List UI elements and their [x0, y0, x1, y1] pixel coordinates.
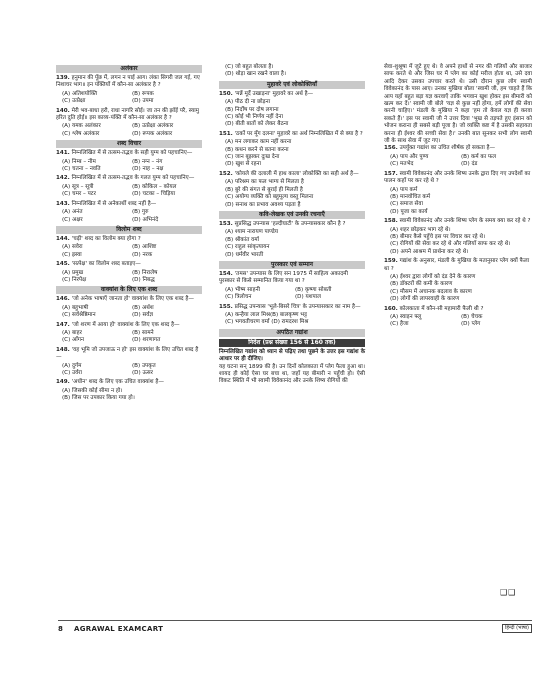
- options: [56, 184, 202, 199]
- option-b[interactable]: (B) गुरु: [132, 209, 149, 216]
- option-a[interactable]: (A) मन लगाकर काम नहीं करना: [225, 139, 292, 146]
- option-d[interactable]: (D) दंड: [461, 161, 478, 168]
- option-b[interactable]: (B) चेचक: [461, 314, 483, 320]
- question-text: उपर्युक्त गद्यांश का उचित शीर्षक हो सकता है—: [399, 145, 496, 152]
- question-number: 142.: [56, 175, 70, 182]
- end-mark-icon: ❑❑: [500, 588, 517, 597]
- option-a[interactable]: (A) अनंत: [62, 209, 83, 216]
- option-c[interactable]: (C) समाज सेवा: [390, 201, 423, 208]
- question-number: 149.: [56, 379, 70, 386]
- question-number: 150.: [219, 90, 233, 97]
- option-c[interactable]: (C) अक्षर: [62, 216, 83, 223]
- question-text: गद्यांश के अनुसार, मंडली के मुखिया के मतानुसार प्लेग क्यों फैला था ?: [384, 258, 530, 272]
- option-c[interactable]: (C) मौसम में अचानक बदलाव के कारण: [390, 288, 472, 295]
- page-footer: [58, 624, 532, 634]
- option-a[interactable]: (A) पाप कर्म: [390, 186, 418, 193]
- question-140: [56, 108, 202, 123]
- option-c[interactable]: (C) ह्रस्वा: [62, 251, 82, 258]
- section-heading: वाक्यांश के लिए एक शब्द: [56, 286, 202, 294]
- instruction-banner: निर्देश (प्रश्न संख्या 156 से 160 तक): [219, 339, 365, 347]
- question-153: [219, 221, 365, 228]
- option-d[interactable]: (D) सर्वज्ञ: [132, 312, 153, 319]
- option-cd[interactable]: (C) भगवतीचरण वर्मा (D) रामदरश मिश्र: [225, 319, 309, 326]
- question-number: 139.: [56, 75, 70, 81]
- options: [56, 388, 202, 403]
- question-text: 'ठकों पर मूँग दलना' मुहावरे का अर्थ निम्नलिखित में से क्या है ?: [234, 130, 363, 137]
- question-number: 160.: [384, 305, 398, 312]
- question-155: [219, 304, 365, 311]
- exam-page: [56, 64, 532, 612]
- options: [219, 312, 365, 327]
- option-c[interactable]: (C) चतना – नवति: [62, 166, 101, 173]
- option-c[interactable]: (C) रोगियों की सेवा कर रहे थे और गलियाँ साफ कर रहे थे।: [390, 241, 511, 248]
- question-text: 'चढ़ी' शब्द का विलोम क्या होगा ?: [71, 235, 141, 242]
- options: [56, 123, 202, 138]
- question-text: 'जो शरण में आया हो' वाक्यांश के लिए एक शब्द है—: [71, 321, 180, 328]
- option-a[interactable]: (A) ईश्वर द्वारा लोगों को दंड देने के कारण: [390, 273, 476, 280]
- option-b[interactable]: (B) अर्थश: [132, 304, 154, 311]
- question-text: सुप्रसिद्ध उपन्यास 'हल्दीघाटी' के उपन्यासकार कौन है ?: [234, 220, 346, 227]
- option-a[interactable]: (A) पीठ दी ना छोड़ना: [225, 99, 271, 106]
- option-c[interactable]: (C) चमर – पटर: [62, 191, 96, 198]
- options: [56, 330, 202, 345]
- option-d[interactable]: (D) पूजा का कार्य: [390, 208, 428, 215]
- option-d[interactable]: (D) नाह – नक्ष: [132, 166, 164, 173]
- question-number: 154.: [219, 270, 233, 277]
- brand-logo: AGRAWAL EXAMCART: [74, 625, 164, 633]
- question-142: [56, 175, 202, 182]
- options: [56, 305, 202, 320]
- column-2: [219, 64, 365, 386]
- option-b[interactable]: (B) जिस पर उपकार किया गया हो।: [62, 395, 135, 402]
- options: [219, 139, 365, 169]
- question-156: [384, 145, 532, 152]
- question-number: 157.: [384, 170, 398, 177]
- option-d[interactable]: (D) अपने आश्रम में प्रार्थना कर रहे थे।: [390, 248, 469, 255]
- column-1: [56, 64, 202, 405]
- options: [384, 227, 532, 257]
- option-a[interactable]: (A) अतिशयोक्ति: [62, 90, 98, 97]
- options: [56, 159, 202, 174]
- option-a[interactable]: (A) निम्ब – नीम: [62, 158, 96, 165]
- question-150: [219, 91, 365, 98]
- options: [56, 270, 202, 285]
- options: [56, 244, 202, 259]
- option-d[interactable]: (D) रूपक अलंकार: [132, 130, 173, 137]
- question-number: 148.: [56, 346, 70, 353]
- option-c[interactable]: (C) उर्वरा: [62, 370, 82, 376]
- option-d[interactable]: (D) नरक: [132, 251, 153, 258]
- option-c[interactable]: (C) जान बूझकर दुःख देना: [225, 154, 280, 161]
- options: [219, 287, 365, 302]
- section-heading: पुरस्कार एवं सम्मान: [219, 261, 365, 269]
- options: [384, 187, 532, 217]
- question-159: [384, 258, 532, 273]
- question-145: [56, 261, 202, 268]
- footer-divider: [58, 620, 532, 621]
- question-text: 'वह भूमि जो उपजाऊ न हो' इस वाक्यांश के लिए उचित शब्द है—: [56, 346, 199, 361]
- option-d[interactable]: (D) यशपाल: [295, 294, 321, 301]
- option-d[interactable]: (D) ऊसर: [132, 370, 153, 376]
- section-heading: अपठित गद्यांश: [219, 329, 365, 337]
- question-number: 159.: [384, 258, 398, 265]
- option-d[interactable]: (D) धर्मवीर भारती: [225, 251, 264, 258]
- option-b[interactable]: (B) निर्दोष पर दोष लगाना: [225, 106, 279, 113]
- option-c[interactable]: (C) जो बहुत बोलता है।: [225, 64, 274, 70]
- option-c[interactable]: (C) हैजा: [390, 321, 409, 328]
- question-147: [56, 322, 202, 329]
- options: [384, 154, 532, 169]
- option-d[interactable]: (D) निबद्ध: [132, 276, 155, 283]
- option-b[interactable]: (B) आशिष्ट: [132, 244, 157, 251]
- option-a[interactable]: (A) जिसकी कोई सीमा न हो।: [62, 387, 123, 394]
- options: [56, 209, 202, 224]
- option-b[interactable]: (B) कर्म का फल: [461, 153, 497, 160]
- question-number: 152.: [219, 170, 233, 177]
- option-b[interactable]: (B) कृष्णा सोबती: [295, 286, 332, 293]
- options: [219, 99, 365, 129]
- question-number: 158.: [384, 218, 398, 225]
- question-151: [219, 131, 365, 138]
- question-number: 141.: [56, 150, 70, 157]
- option-a[interactable]: (A) सूत्र – सूत्री: [62, 183, 94, 190]
- option-c[interactable]: (C) श्लेष अलंकार: [62, 130, 100, 137]
- passage-text: सेवा-शुश्रूषा में जुटे हुए थे। वे अपने हाथों से नगर की गलियों और बाजार साफ करते थे और जिस घर में प्लेग का कोई मरीज होता था, उसे दवा आदि देकर उसका उपचार करते थे। उसी दौरान कुछ लोग स्वामी विवेकानंद के पास आए। उनका मुखिया बोला 'स्वामी जी, हम चाहते हैं कि आप यहाँ बहुत बड़ा यज्ञ करवाएँ ताकि भगवान खुश होकर इस बीमारी को खत्म कर दें।' स्वामी जी बोले 'यज्ञ से कुछ नहीं होगा, हमें लोगों की सेवा करनी चाहिए।' मंडली के मुखिया ने कहा 'हम तो केवल यज्ञ ही करवा सकते हैं।' इस पर स्वामी जी ने उत्तर दिया 'भूख से तड़पते हुए इंसान को भोजन कराना ही सबसे बड़ी पूजा है। जो व्यक्ति कष्ट में है उसकी सहायता करना ही ईश्वर की सच्ची सेवा है।' उनकी बात सुनकर सभी लोग स्वामी जी के साथ सेवा में जुट गए।: [384, 64, 532, 145]
- option-b[interactable]: (B) कोकिल – कोयल: [132, 183, 177, 190]
- option-c[interactable]: (C) कोई भी निर्णय नहीं देना: [225, 114, 283, 121]
- option-c[interactable]: (C) निरपेक्ष: [62, 276, 87, 283]
- option-a[interactable]: (A) पाप और पुण्य: [390, 153, 429, 160]
- option-d[interactable]: (D) चटका – चिड़िया: [132, 191, 176, 198]
- option-a[interactable]: (A) स्वाइन फ्लू: [390, 314, 422, 320]
- option-a[interactable]: (A) परिश्रम का फल भाग्य से मिलता है: [225, 179, 304, 186]
- column-3: [384, 64, 532, 331]
- section-heading: शब्द विचार: [56, 140, 202, 148]
- option-b[interactable]: (B) मानवोचित कर्म: [390, 193, 431, 200]
- question-text: प्रसिद्ध उपन्यास 'भूले-बिसरे चित्र' के उपन्यासकार का नाम है—: [234, 303, 361, 310]
- passage-text: यह घटना सन् 1899 की है। उन दिनों कोलकाता में प्लेग फैला हुआ था। शायद ही कोई ऐसा घर बचा था, जहाँ यह बीमारी न पहुँची हो। ऐसी विकट स्थिति में भी स्वामी विवेकानंद और उनके शिष्य रोगियों की: [219, 363, 365, 385]
- question-number: 155.: [219, 303, 233, 310]
- question-157: [384, 171, 532, 186]
- option-d[interactable]: (D) लोगों की लापरवाही के कारण: [390, 296, 460, 303]
- question-143: [56, 201, 202, 208]
- option-b[interactable]: (B) रूपक: [132, 90, 154, 97]
- option-b[interactable]: (B) बुरे की संगत से बुराई ही मिलती है: [225, 186, 303, 193]
- question-text: निम्नलिखित में से तत्सम-तद्भव के गलत युग्म को पहचानिए—: [71, 175, 195, 182]
- question-146: [56, 296, 202, 303]
- option-b[interactable]: (B) उत्प्रेक्षा अलंकार: [132, 123, 174, 130]
- option-d[interactable]: (D) शरणागत: [132, 337, 161, 344]
- option-d[interactable]: (D) खुश से रहना: [225, 161, 261, 168]
- option-d[interactable]: (D) उपमा: [132, 98, 154, 105]
- options: [56, 91, 202, 106]
- options: [384, 314, 532, 329]
- option-b[interactable]: (B) कथन करने से बतना करना: [225, 146, 289, 153]
- question-number: 146.: [56, 296, 70, 303]
- options: [219, 229, 365, 259]
- option-a[interactable]: (A) प्रमुख: [62, 269, 84, 276]
- option-d[interactable]: (D) प्लेग: [461, 321, 481, 328]
- section-heading: मुहावरे एवं लोकोक्तियाँ: [219, 81, 365, 89]
- question-149: [56, 379, 202, 386]
- question-number: 153.: [219, 220, 233, 227]
- question-number: 147.: [56, 321, 70, 328]
- option-c[interactable]: (C) अयोग्य व्यक्ति को बहुमूल्य वस्तु मिलना: [225, 194, 314, 201]
- options: [219, 64, 365, 79]
- option-c[interactable]: (C) मतभेद: [390, 161, 414, 168]
- option-ab[interactable]: (A) कन्हैया लाल मिश्र(B) बालकृष्ण भट्ट: [225, 311, 307, 318]
- question-154: [219, 271, 365, 286]
- option-b[interactable]: (B) निरालेष: [132, 269, 158, 276]
- option-b[interactable]: (B) डॉक्टरों की कमी के कारण: [390, 281, 453, 288]
- option-a[interactable]: (A) शहर छोड़कर भाग रहे थे।: [390, 226, 451, 233]
- question-139: [56, 75, 202, 90]
- option-d[interactable]: (D) अभिनंदे: [132, 216, 159, 223]
- question-text: कोलकाता में कौन-सी महामारी फैली थी ?: [399, 305, 484, 312]
- question-text: 'जो अनेक भाषाएँ जानता हो' वाक्यांश के लिए एक शब्द है—: [71, 296, 194, 303]
- question-152: [219, 171, 365, 178]
- option-b[interactable]: (B) सामने: [132, 329, 154, 336]
- option-d[interactable]: (D) सनाथ का प्रभाव अवश्य पड़ता है: [225, 201, 301, 208]
- options: [384, 274, 532, 304]
- option-c[interactable]: (C) राहुल सांकृत्यायन: [225, 244, 270, 251]
- option-b[interactable]: (B) उपकृत: [132, 362, 156, 369]
- question-text: 'सत्पेक्ष' का विलोम शब्द बताइए—: [71, 261, 141, 268]
- option-b[interactable]: (B) श्रीकांत वर्मा: [225, 236, 260, 243]
- option-d[interactable]: (D) थोड़ा खान रखने वाला है।: [225, 71, 287, 78]
- option-a[interactable]: (A) बाहर: [62, 329, 82, 336]
- options: [56, 363, 202, 378]
- question-text: निम्नलिखित में से अनेकार्थी शब्द नहीं है—: [71, 200, 157, 207]
- question-number: 145.: [56, 261, 70, 268]
- question-number: 140.: [56, 107, 70, 114]
- question-text: स्वामी विवेकानंद और उनके शिष्य उनके द्वारा दिए गए उपदेशों का पालन कहाँ पर कर रहे थे ?: [384, 170, 531, 185]
- question-text: मेरी भव-बाधा हरौ, राधा नागरि सोई। जा तन की झाँई परै, स्यामु हरित दुति होई॥ इस काव्य-पंक्ति में कौन-सा अलंकार है ?: [56, 107, 199, 122]
- question-141: [56, 150, 202, 157]
- option-a[interactable]: (A) बहुभाषी: [62, 304, 89, 311]
- question-144: [56, 236, 202, 243]
- option-d[interactable]: (D) बीती बातों को लेकर बैठना: [225, 121, 289, 128]
- question-text: 'कोयले की दलाली में हाथ काला' लोकोक्ति का सही अर्थ है—: [234, 170, 359, 177]
- option-a[interactable]: (A) सवेरा: [62, 244, 83, 251]
- section-heading: कवि-लेखक एवं उनकी रचनाएँ: [219, 211, 365, 219]
- question-158: [384, 218, 532, 225]
- section-heading: अलंकार: [56, 65, 202, 73]
- option-a[interactable]: (A) यमक अलंकार: [62, 123, 101, 130]
- option-b[interactable]: (B) बीमार कैसे पहुँचे इस पर विचार कर रहे थे।: [390, 233, 486, 240]
- question-text: हनुमान की पूँछ में, लगन न पाई आग। लंका सिगरी जल गई, गए निशाचर भाग॥ इन पंक्तियों में कौन-सा अलंकार है ?: [56, 75, 200, 89]
- section-heading: विलोम शब्द: [56, 226, 202, 234]
- footer-tag: हिन्दी (भाषा): [502, 624, 532, 633]
- option-a[interactable]: (A) भीष्म साहनी: [225, 286, 260, 293]
- question-160: [384, 306, 532, 313]
- question-text: 'तमस' उपन्यास के लिए सन 1975 में साहित्य अकादमी पुरस्कार से किसे सम्मानित किया गया था ?: [219, 270, 348, 285]
- question-text: 'अधीन' शब्द के लिए एक उचित वाक्यांश है—: [71, 379, 164, 386]
- question-number: 143.: [56, 200, 70, 207]
- question-number: 151.: [219, 130, 233, 137]
- option-c[interactable]: (C) सर्वश्रेष्ठिमान: [62, 312, 96, 319]
- question-number: 156.: [384, 145, 398, 152]
- question-text: स्वामी विवेकानंद और उनके शिष्य प्लेग के समय क्या कर रहे थे ?: [399, 218, 531, 225]
- question-text: 'मन्नें मूर्दे उखाड़ना' मुहावरे का अर्थ है—: [234, 90, 314, 97]
- option-a[interactable]: (A) श्याम नारायण पाण्डेय: [225, 229, 279, 236]
- question-number: 144.: [56, 235, 70, 242]
- page-number: 8: [58, 625, 63, 633]
- option-c[interactable]: (C) आँगन: [62, 337, 85, 344]
- option-c[interactable]: (C) त्रिलोचन: [225, 294, 252, 301]
- instruction-text: निम्नलिखित गद्यांश को ध्यान से पढ़िए तथा पूछने के उत्तर इस गद्यांश के आधार पर ही दीजिए।: [219, 348, 365, 363]
- option-c[interactable]: (C) उत्प्रेक्षा: [62, 98, 86, 105]
- option-a[interactable]: (A) दुर्गम: [62, 362, 82, 369]
- options: [219, 179, 365, 209]
- question-text: निम्नलिखित में से तत्सम-तद्भव के सही युग्म को पहचानिए—: [71, 150, 193, 157]
- option-b[interactable]: (B) नग्न – नंग: [132, 158, 163, 165]
- question-148: [56, 347, 202, 362]
